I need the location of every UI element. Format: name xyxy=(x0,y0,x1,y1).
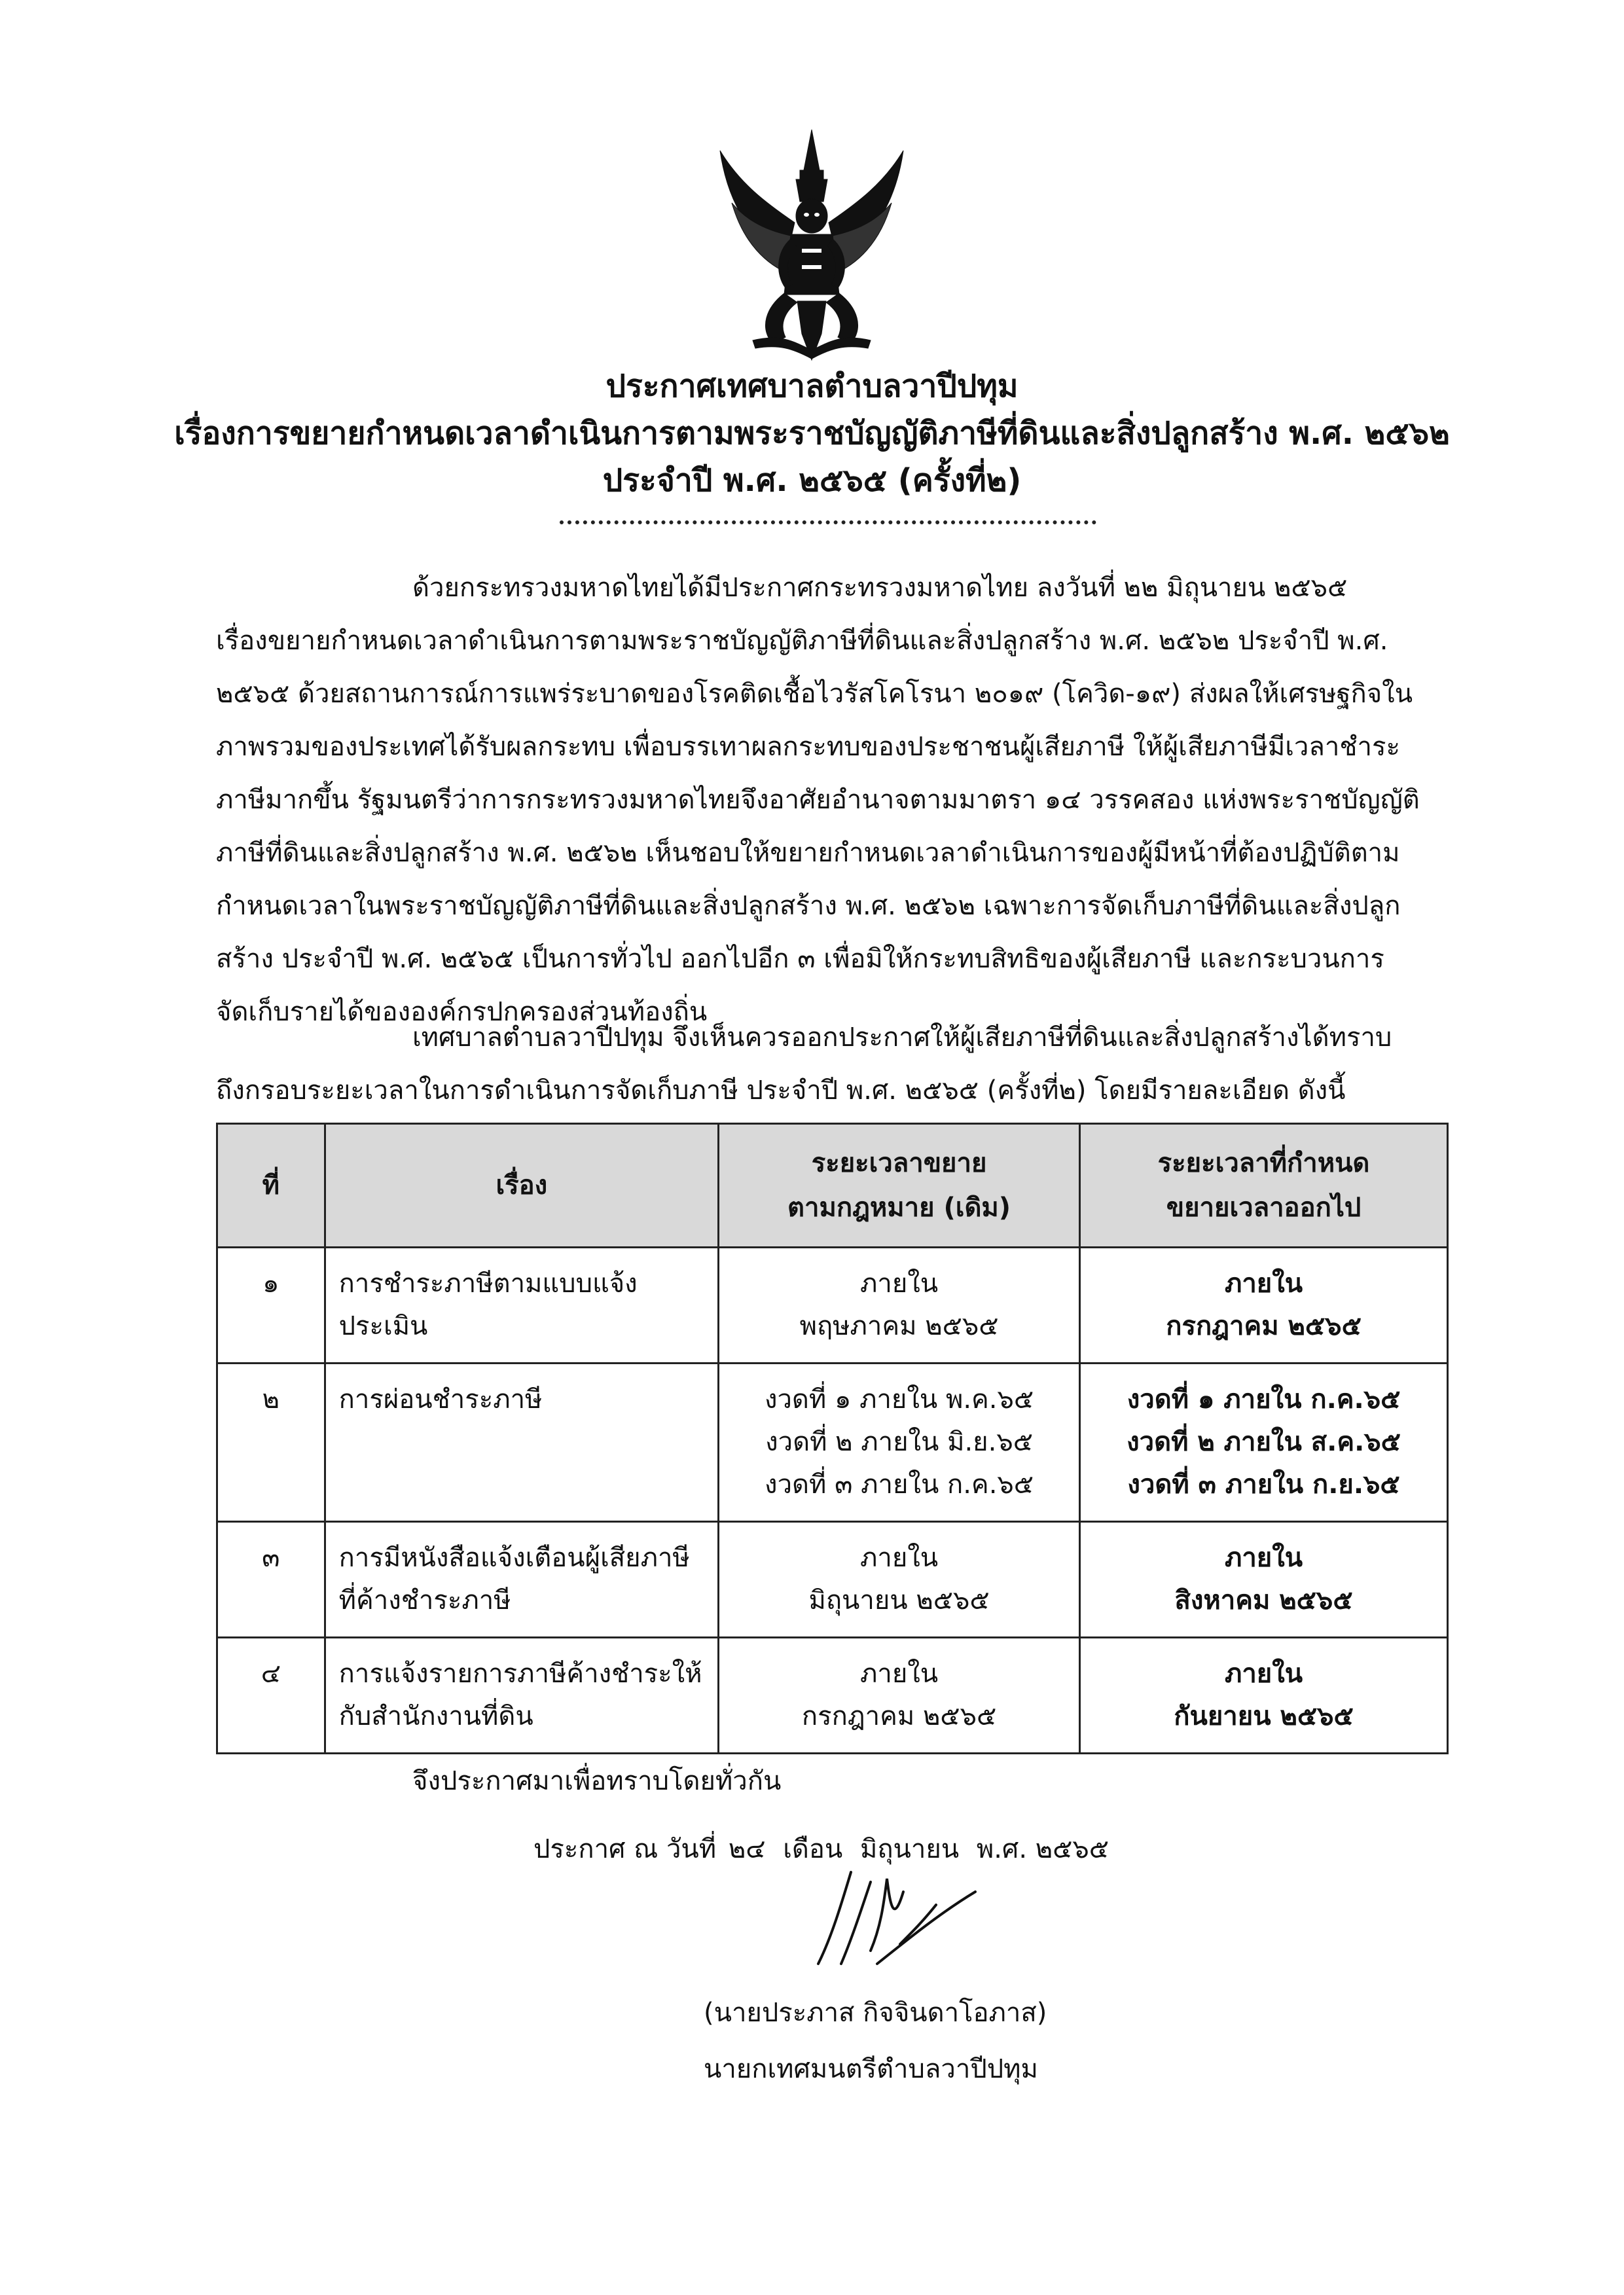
header-extended-period xyxy=(1080,1124,1448,1248)
period-line: กรกฎาคม ๒๕๖๕ xyxy=(801,1701,997,1731)
period-line: ภายใน xyxy=(859,1543,939,1573)
paragraph-line: ถึงกรอบระยะเวลาในการดำเนินการจัดเก็บภาษี ประจำปี พ.ศ. ๒๕๖๕ (ครั้งที่๒) โดยมีรายละเอียด ดังนี้ xyxy=(216,1075,1346,1106)
paragraph-line: ภาษีที่ดินและสิ่งปลูกสร้าง พ.ศ. ๒๕๖๒ เห็นชอบให้ขยายกำหนดเวลาดำเนินการของผู้มีหน้าที่ต้องปฏิบัติตาม xyxy=(216,838,1400,868)
announcement-title: ประกาศเทศบาลตำบลวาปีปทุม xyxy=(605,368,1019,405)
table-header-row xyxy=(217,1124,1448,1248)
date-year: พ.ศ. ๒๕๖๕ xyxy=(976,1834,1110,1864)
header-line: ขยายเวลาออกไป xyxy=(1166,1193,1362,1223)
row-topic: การผ่อนชำระภาษี xyxy=(325,1364,718,1522)
announcement-date xyxy=(533,1828,1109,1870)
garuda-emblem-icon xyxy=(713,124,910,367)
period-line: งวดที่ ๒ ภายใน ส.ค.๖๕ xyxy=(1127,1427,1401,1457)
row-topic: การแจ้งรายการภาษีค้างชำระให้กับสำนักงานที่ดิน xyxy=(325,1638,718,1754)
header-no: ที่ xyxy=(217,1124,325,1248)
row-extended-period xyxy=(1080,1522,1448,1638)
period-line: ภายใน xyxy=(1224,1543,1303,1573)
announcement-subject: เรื่องการขยายกำหนดเวลาดำเนินการตามพระราชบัญญัติภาษีที่ดินและสิ่งปลูกสร้าง พ.ศ. ๒๕๖๒ xyxy=(174,415,1450,452)
period-line: สิงหาคม ๒๕๖๕ xyxy=(1174,1585,1353,1616)
paragraph-line: ภาพรวมของประเทศได้รับผลกระทบ เพื่อบรรเทาผลกระทบของประชาชนผู้เสียภาษี ให้ผู้เสียภาษีมีเวลาชำระ xyxy=(216,732,1400,762)
header-original-period xyxy=(719,1124,1080,1248)
header-line: ระยะเวลาขยาย xyxy=(811,1148,987,1178)
dotted-divider xyxy=(560,520,1096,524)
body-paragraph-2 xyxy=(216,1011,1447,1117)
table-row xyxy=(217,1364,1448,1522)
schedule-table xyxy=(216,1123,1449,1754)
row-original-period xyxy=(719,1248,1080,1364)
paragraph-line: เทศบาลตำบลวาปีปทุม จึงเห็นควรออกประกาศให้ผู้เสียภาษีที่ดินและสิ่งปลูกสร้างได้ทราบ xyxy=(412,1022,1392,1053)
paragraph-line: สร้าง ประจำปี พ.ศ. ๒๕๖๕ เป็นการทั่วไป ออกไปอีก ๓ เพื่อมิให้กระทบสิทธิของผู้เสียภาษี และกระบวนการ xyxy=(216,944,1384,974)
paragraph-line: กำหนดเวลาในพระราชบัญญัติภาษีที่ดินและสิ่งปลูกสร้าง พ.ศ. ๒๕๖๒ เฉพาะการจัดเก็บภาษีที่ดินและสิ่งปลูก xyxy=(216,891,1401,921)
signatory-title: นายกเทศมนตรีตำบลวาปีปทุม xyxy=(704,2054,1038,2084)
period-line: งวดที่ ๑ ภายใน พ.ค.๖๕ xyxy=(764,1384,1034,1415)
paragraph-line: เรื่องขยายกำหนดเวลาดำเนินการตามพระราชบัญญัติภาษีที่ดินและสิ่งปลูกสร้าง พ.ศ. ๒๕๖๒ ประจำปี พ.ศ. xyxy=(216,626,1388,656)
period-line: พฤษภาคม ๒๕๖๕ xyxy=(799,1311,999,1341)
row-no: ๒ xyxy=(217,1364,325,1522)
header-line: ตามกฎหมาย (เดิม) xyxy=(787,1193,1011,1223)
period-line: กรกฎาคม ๒๕๖๕ xyxy=(1166,1311,1362,1341)
row-original-period xyxy=(719,1522,1080,1638)
row-original-period xyxy=(719,1364,1080,1522)
paragraph-line: ภาษีมากขึ้น รัฐมนตรีว่าการกระทรวงมหาดไทยจึงอาศัยอำนาจตามมาตรา ๑๔ วรรคสอง แห่งพระราชบัญญัติ xyxy=(216,785,1420,815)
row-topic: การมีหนังสือแจ้งเตือนผู้เสียภาษีที่ค้างชำระภาษี xyxy=(325,1522,718,1638)
period-line: ภายใน xyxy=(859,1269,939,1299)
period-line: มิถุนายน ๒๕๖๕ xyxy=(808,1585,990,1616)
period-line: ภายใน xyxy=(1224,1269,1303,1299)
signatory-name: (นายประภาส กิจจินดาโอภาส) xyxy=(704,1998,1047,2028)
row-extended-period xyxy=(1080,1364,1448,1522)
period-line: งวดที่ ๑ ภายใน ก.ค.๖๕ xyxy=(1127,1384,1401,1415)
handwritten-signature xyxy=(805,1866,982,1970)
paragraph-line: จัดเก็บรายได้ขององค์กรปกครองส่วนท้องถิ่น xyxy=(216,997,708,1027)
closing-announcement: จึงประกาศมาเพื่อทราบโดยทั่วกัน xyxy=(412,1766,782,1796)
header-topic: เรื่อง xyxy=(325,1124,718,1248)
period-line: งวดที่ ๒ ภายใน มิ.ย.๖๕ xyxy=(765,1427,1033,1457)
row-extended-period xyxy=(1080,1248,1448,1364)
period-line: ภายใน xyxy=(1224,1659,1303,1689)
date-month-label: เดือน xyxy=(783,1834,843,1864)
date-month: มิถุนายน xyxy=(859,1834,960,1864)
table-row xyxy=(217,1638,1448,1754)
period-line: ภายใน xyxy=(859,1659,939,1689)
date-day: ๒๔ xyxy=(728,1834,766,1864)
row-original-period xyxy=(719,1638,1080,1754)
body-paragraph-1 xyxy=(216,562,1447,1039)
row-extended-period xyxy=(1080,1638,1448,1754)
date-prefix: ประกาศ ณ วันที่ xyxy=(533,1834,717,1864)
announcement-year: ประจำปี พ.ศ. ๒๕๖๕ (ครั้งที่๒) xyxy=(602,462,1022,499)
period-line: งวดที่ ๓ ภายใน ก.ค.๖๕ xyxy=(765,1470,1034,1500)
header-line: ระยะเวลาที่กำหนด xyxy=(1157,1148,1370,1178)
paragraph-line: ด้วยกระทรวงมหาดไทยได้มีประกาศกระทรวงมหาดไทย ลงวันที่ ๒๒ มิถุนายน ๒๕๖๕ xyxy=(412,573,1348,603)
row-no: ๔ xyxy=(217,1638,325,1754)
paragraph-line: ๒๕๖๕ ด้วยสถานการณ์การแพร่ระบาดของโรคติดเชื้อไวรัสโคโรนา ๒๐๑๙ (โควิด-๑๙) ส่งผลให้เศรษฐกิจใน xyxy=(216,679,1413,709)
period-line: งวดที่ ๓ ภายใน ก.ย.๖๕ xyxy=(1127,1470,1400,1500)
table-row xyxy=(217,1522,1448,1638)
period-line: กันยายน ๒๕๖๕ xyxy=(1174,1701,1354,1731)
row-topic: การชำระภาษีตามแบบแจ้งประเมิน xyxy=(325,1248,718,1364)
table-row xyxy=(217,1248,1448,1364)
row-no: ๓ xyxy=(217,1522,325,1638)
row-no: ๑ xyxy=(217,1248,325,1364)
